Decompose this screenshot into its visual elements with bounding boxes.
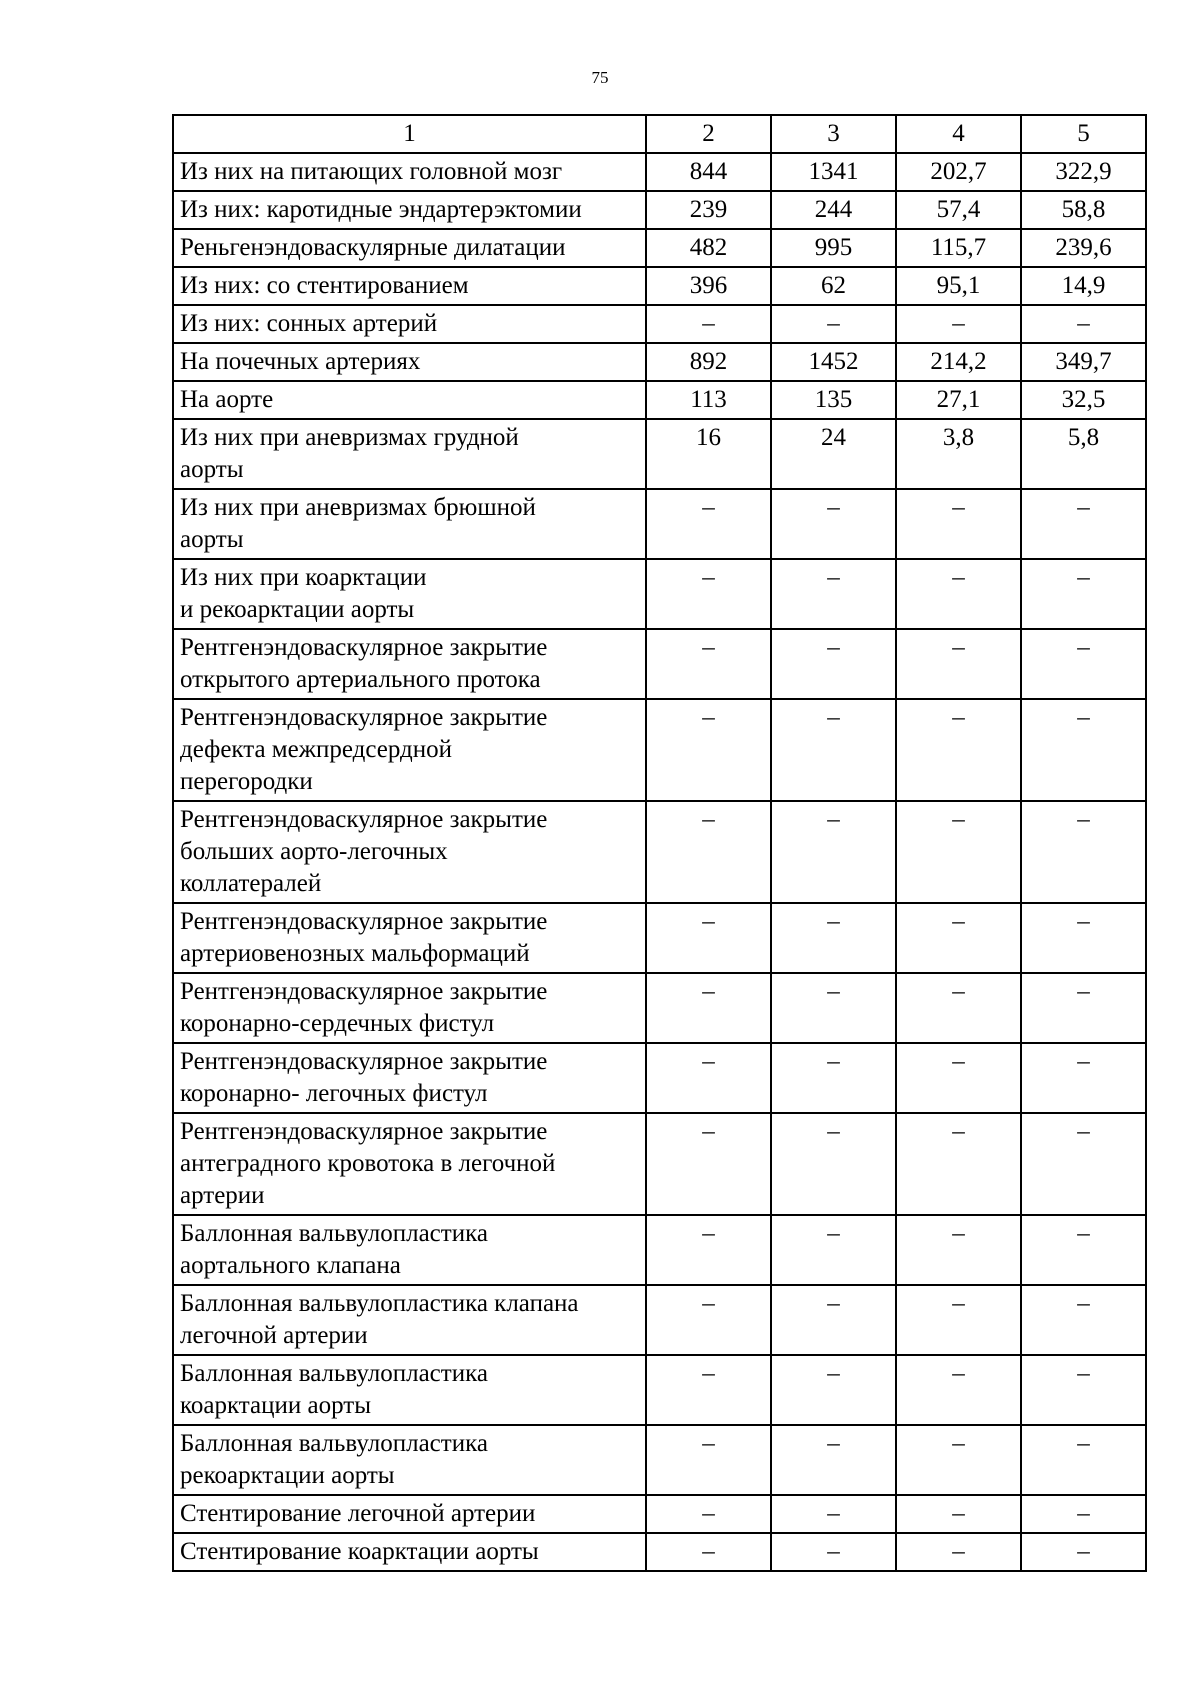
row-value-col-3: – <box>771 305 896 343</box>
row-value-col-4: – <box>896 903 1021 973</box>
row-value-col-5: – <box>1021 1285 1146 1355</box>
table-row <box>173 489 1146 559</box>
row-value-col-3: 995 <box>771 229 896 267</box>
column-header-5: 5 <box>1021 115 1146 153</box>
row-value-col-5: – <box>1021 801 1146 903</box>
row-label: Баллонная вальвулопластика коарктации аорты <box>173 1355 646 1425</box>
row-value-col-5: 239,6 <box>1021 229 1146 267</box>
row-label: Рентгенэндоваскулярное закрытие коронарно-сердечных фистул <box>173 973 646 1043</box>
table-row <box>173 1533 1146 1571</box>
row-label: На аорте <box>173 381 646 419</box>
row-label: Из них на питающих головной мозг <box>173 153 646 191</box>
row-label: Баллонная вальвулопластика рекоарктации аорты <box>173 1425 646 1495</box>
row-label: Стентирование легочной артерии <box>173 1495 646 1533</box>
row-value-col-3: – <box>771 489 896 559</box>
row-value-col-5: – <box>1021 1533 1146 1571</box>
row-value-col-5: – <box>1021 1495 1146 1533</box>
column-header-1: 1 <box>173 115 646 153</box>
row-value-col-2: – <box>646 1285 771 1355</box>
row-value-col-3: 244 <box>771 191 896 229</box>
row-value-col-4: – <box>896 1113 1021 1215</box>
row-value-col-4: – <box>896 1533 1021 1571</box>
row-value-col-4: 214,2 <box>896 343 1021 381</box>
row-value-col-3: 1341 <box>771 153 896 191</box>
row-value-col-3: – <box>771 1533 896 1571</box>
column-header-3: 3 <box>771 115 896 153</box>
table-row <box>173 153 1146 191</box>
header-row <box>173 115 1146 153</box>
row-value-col-4: – <box>896 1355 1021 1425</box>
row-value-col-2: 239 <box>646 191 771 229</box>
row-value-col-5: – <box>1021 1355 1146 1425</box>
row-value-col-5: 322,9 <box>1021 153 1146 191</box>
row-value-col-3: – <box>771 1355 896 1425</box>
table-row <box>173 629 1146 699</box>
row-label: Из них: со стентированием <box>173 267 646 305</box>
row-value-col-2: 844 <box>646 153 771 191</box>
row-value-col-2: – <box>646 559 771 629</box>
row-value-col-5: 349,7 <box>1021 343 1146 381</box>
row-value-col-3: 135 <box>771 381 896 419</box>
column-header-4: 4 <box>896 115 1021 153</box>
row-label: Из них при аневризмах грудной аорты <box>173 419 646 489</box>
row-value-col-2: 16 <box>646 419 771 489</box>
row-value-col-3: – <box>771 973 896 1043</box>
row-label: Стентирование коарктации аорты <box>173 1533 646 1571</box>
row-value-col-2: – <box>646 801 771 903</box>
row-value-col-5: – <box>1021 489 1146 559</box>
row-label: Рентгенэндоваскулярное закрытие артериовенозных мальформаций <box>173 903 646 973</box>
row-value-col-4: – <box>896 559 1021 629</box>
row-value-col-2: – <box>646 1113 771 1215</box>
row-value-col-5: – <box>1021 629 1146 699</box>
table-row <box>173 973 1146 1043</box>
row-value-col-5: – <box>1021 305 1146 343</box>
row-value-col-2: – <box>646 903 771 973</box>
row-label: Рентгенэндоваскулярное закрытие антеградного кровотока в легочной артерии <box>173 1113 646 1215</box>
row-value-col-5: – <box>1021 1113 1146 1215</box>
row-value-col-2: – <box>646 1355 771 1425</box>
row-value-col-4: – <box>896 1495 1021 1533</box>
row-value-col-5: – <box>1021 1425 1146 1495</box>
row-value-col-4: – <box>896 973 1021 1043</box>
row-value-col-4: 202,7 <box>896 153 1021 191</box>
row-value-col-4: – <box>896 629 1021 699</box>
row-value-col-3: – <box>771 1425 896 1495</box>
row-value-col-2: – <box>646 973 771 1043</box>
row-value-col-3: – <box>771 699 896 801</box>
table-row <box>173 699 1146 801</box>
table-row <box>173 305 1146 343</box>
table-row <box>173 343 1146 381</box>
row-value-col-3: – <box>771 629 896 699</box>
table-row <box>173 1285 1146 1355</box>
table-row <box>173 267 1146 305</box>
row-value-col-2: 113 <box>646 381 771 419</box>
row-value-col-4: – <box>896 489 1021 559</box>
row-value-col-3: 62 <box>771 267 896 305</box>
row-value-col-5: – <box>1021 699 1146 801</box>
table-row <box>173 1355 1146 1425</box>
row-label: Реньгенэндоваскулярные дилатации <box>173 229 646 267</box>
row-value-col-5: – <box>1021 903 1146 973</box>
row-value-col-3: 1452 <box>771 343 896 381</box>
row-label: Рентгенэндоваскулярное закрытие дефекта межпредсердной перегородки <box>173 699 646 801</box>
column-header-2: 2 <box>646 115 771 153</box>
row-value-col-4: – <box>896 801 1021 903</box>
row-value-col-4: – <box>896 699 1021 801</box>
row-value-col-4: – <box>896 1425 1021 1495</box>
row-value-col-5: – <box>1021 1043 1146 1113</box>
row-value-col-3: – <box>771 801 896 903</box>
row-value-col-3: 24 <box>771 419 896 489</box>
row-label: Из них: сонных артерий <box>173 305 646 343</box>
row-value-col-3: – <box>771 1113 896 1215</box>
row-value-col-5: 58,8 <box>1021 191 1146 229</box>
row-value-col-3: – <box>771 1285 896 1355</box>
row-label: Из них при аневризмах брюшной аорты <box>173 489 646 559</box>
row-value-col-2: 892 <box>646 343 771 381</box>
table-row <box>173 903 1146 973</box>
table-row <box>173 559 1146 629</box>
row-label: Из них: каротидные эндартерэктомии <box>173 191 646 229</box>
row-value-col-4: 57,4 <box>896 191 1021 229</box>
table-row <box>173 1043 1146 1113</box>
row-value-col-2: – <box>646 1495 771 1533</box>
row-value-col-4: – <box>896 1043 1021 1113</box>
row-value-col-2: – <box>646 1215 771 1285</box>
row-value-col-5: 32,5 <box>1021 381 1146 419</box>
row-value-col-2: – <box>646 305 771 343</box>
table-body <box>173 153 1146 1571</box>
row-value-col-2: – <box>646 1533 771 1571</box>
row-value-col-4: 3,8 <box>896 419 1021 489</box>
row-value-col-4: – <box>896 305 1021 343</box>
table-row <box>173 229 1146 267</box>
row-label: Баллонная вальвулопластика аортального клапана <box>173 1215 646 1285</box>
row-value-col-3: – <box>771 903 896 973</box>
table-row <box>173 191 1146 229</box>
row-value-col-2: – <box>646 489 771 559</box>
table-row <box>173 419 1146 489</box>
table-row <box>173 1113 1146 1215</box>
row-label: Рентгенэндоваскулярное закрытие коронарно- легочных фистул <box>173 1043 646 1113</box>
table-row <box>173 1215 1146 1285</box>
table-row <box>173 1495 1146 1533</box>
row-value-col-2: 396 <box>646 267 771 305</box>
row-value-col-5: – <box>1021 973 1146 1043</box>
row-value-col-3: – <box>771 559 896 629</box>
row-value-col-3: – <box>771 1043 896 1113</box>
row-label: Баллонная вальвулопластика клапана легочной артерии <box>173 1285 646 1355</box>
row-value-col-4: – <box>896 1215 1021 1285</box>
row-value-col-3: – <box>771 1495 896 1533</box>
page-number: 75 <box>591 68 609 87</box>
row-value-col-2: 482 <box>646 229 771 267</box>
row-value-col-4: – <box>896 1285 1021 1355</box>
row-label: Рентгенэндоваскулярное закрытие открытого артериального протока <box>173 629 646 699</box>
row-value-col-5: 5,8 <box>1021 419 1146 489</box>
row-label: Из них при коарктации и рекоарктации аорты <box>173 559 646 629</box>
row-value-col-4: 95,1 <box>896 267 1021 305</box>
row-value-col-2: – <box>646 699 771 801</box>
row-value-col-2: – <box>646 1425 771 1495</box>
row-value-col-2: – <box>646 1043 771 1113</box>
row-value-col-5: – <box>1021 1215 1146 1285</box>
row-value-col-5: 14,9 <box>1021 267 1146 305</box>
row-label: На почечных артериях <box>173 343 646 381</box>
row-value-col-4: 115,7 <box>896 229 1021 267</box>
row-value-col-3: – <box>771 1215 896 1285</box>
row-label: Рентгенэндоваскулярное закрытие больших аорто-легочных коллатералей <box>173 801 646 903</box>
table-row <box>173 801 1146 903</box>
row-value-col-4: 27,1 <box>896 381 1021 419</box>
row-value-col-5: – <box>1021 559 1146 629</box>
table-row <box>173 381 1146 419</box>
table-row <box>173 1425 1146 1495</box>
data-table <box>172 114 1147 1572</box>
row-value-col-2: – <box>646 629 771 699</box>
